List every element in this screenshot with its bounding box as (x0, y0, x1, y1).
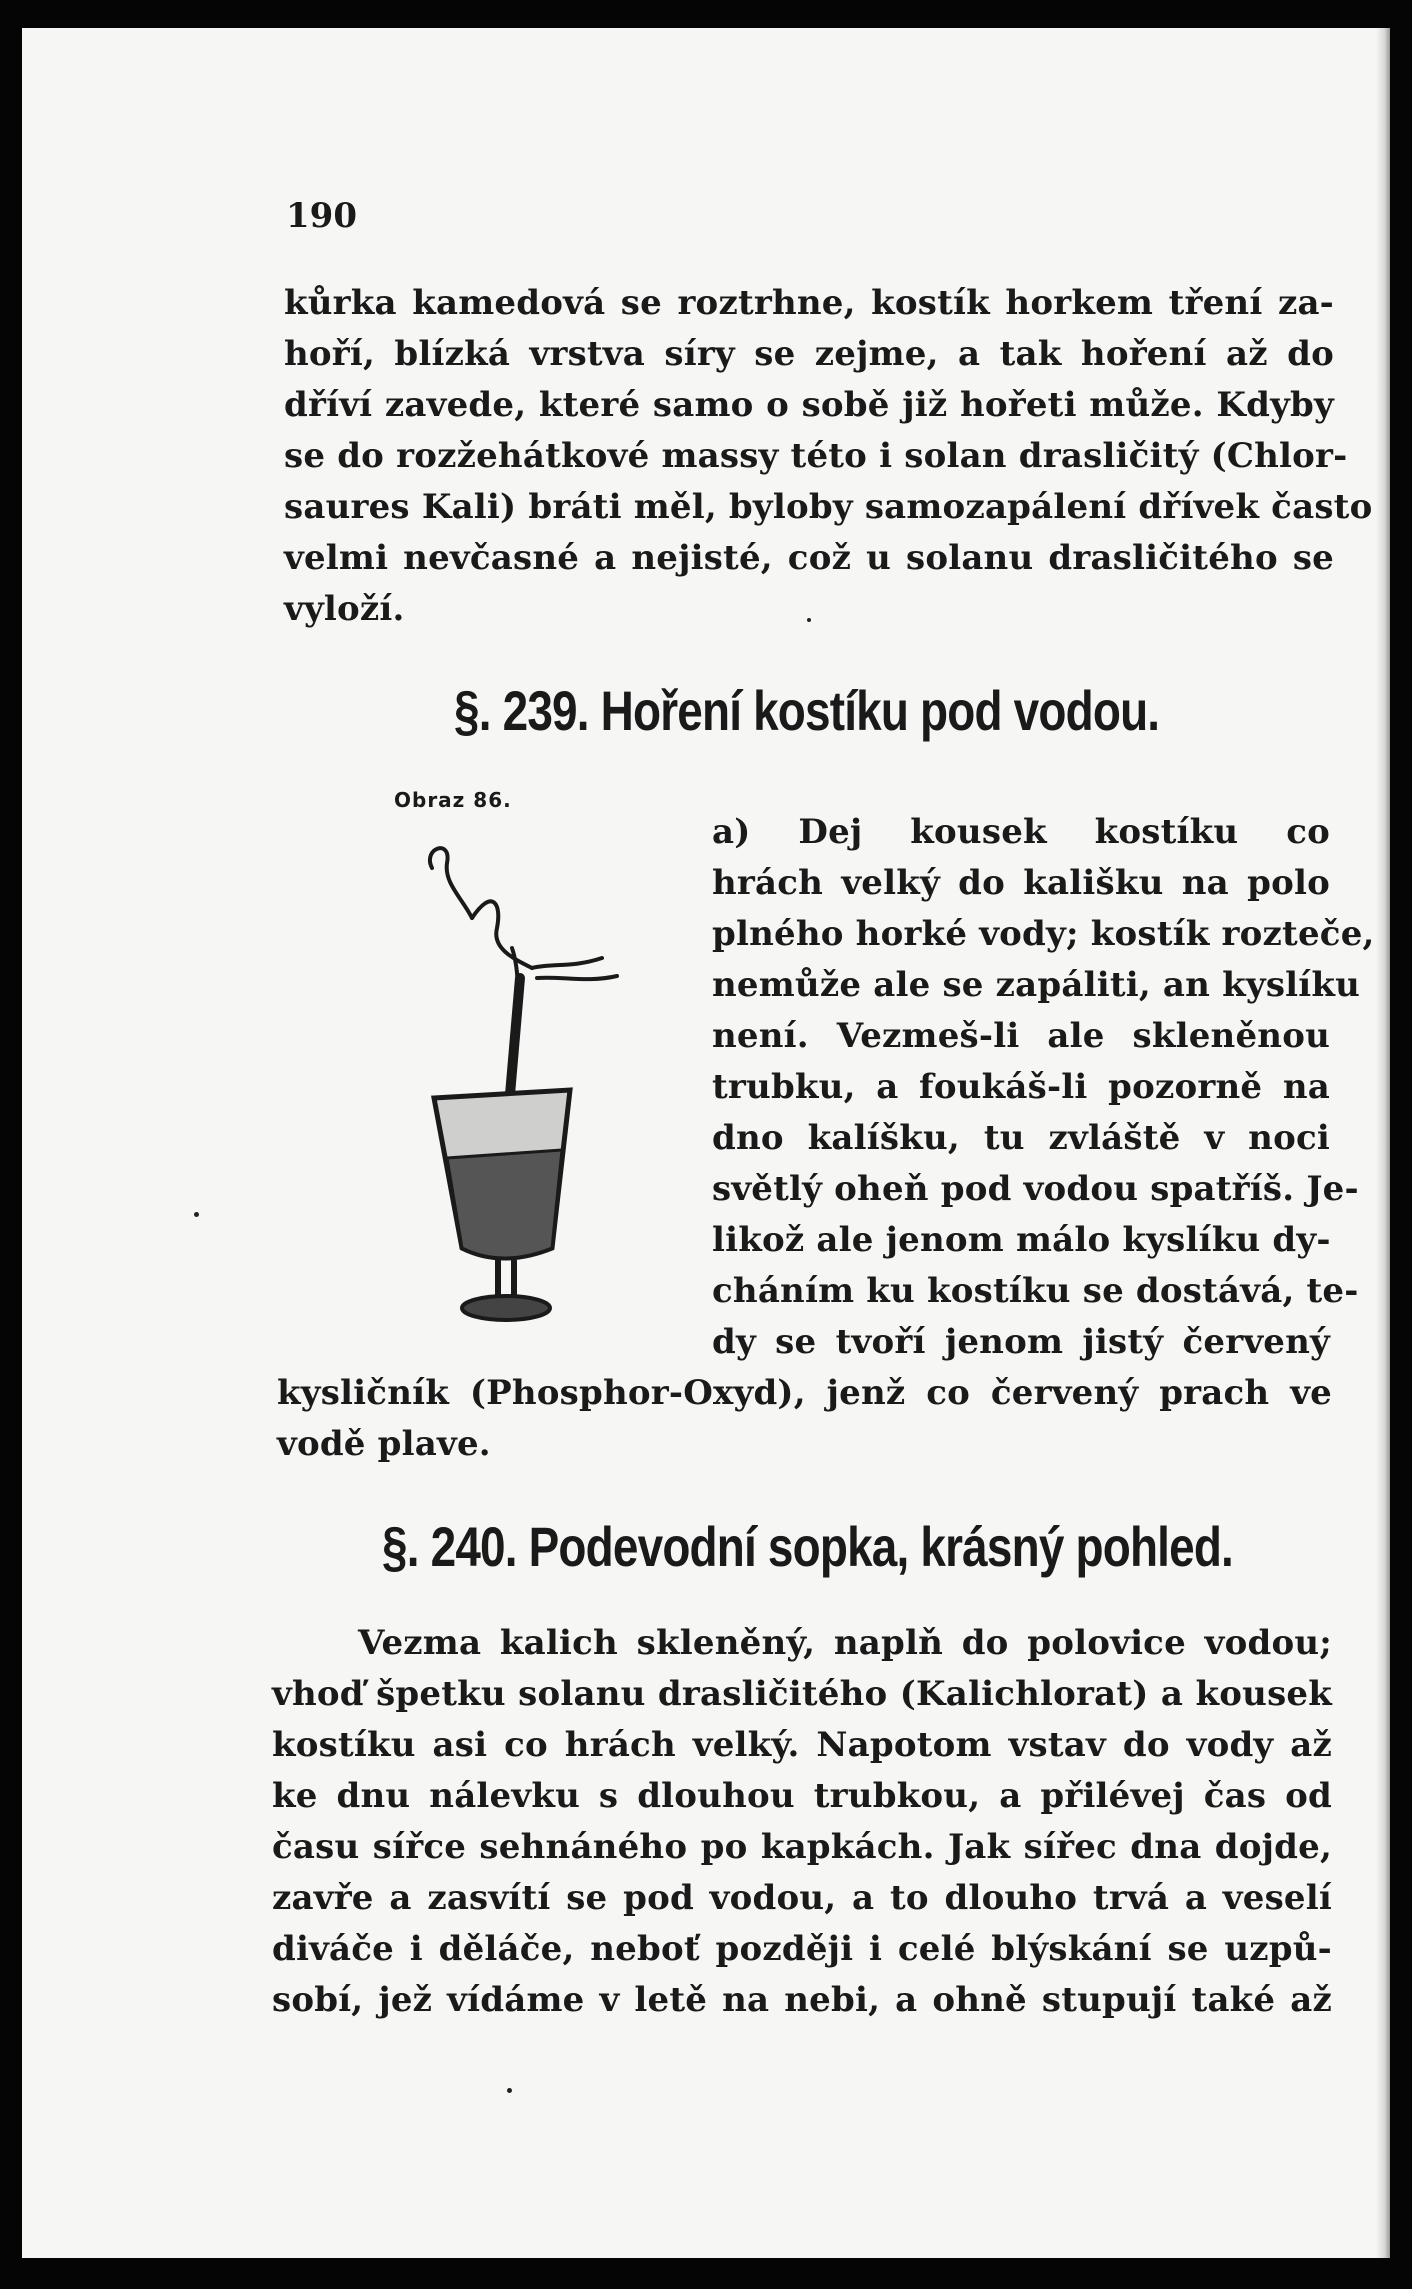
text-line: kůrka kamedová se roztrhne, kostík horkem tření za- (284, 283, 1334, 323)
text-line: velmi nevčasné a nejisté, což u solanu drasličitého se (284, 538, 1334, 578)
text-line: Vezma kalich skleněný, naplň do polovice vodou; (358, 1623, 1332, 1663)
text-line: dy se tvoří jenom jistý červený (712, 1322, 1330, 1362)
book-page (22, 28, 1390, 2258)
scan-speck (507, 2088, 512, 2093)
text-line: nemůže ale se zapáliti, an kyslíku (712, 965, 1361, 1005)
text-line: zavře a zasvítí se pod vodou, a to dlouho trvá a veselí (272, 1878, 1332, 1918)
scan-speck (194, 1212, 199, 1217)
figure-caption: Obraz 86. (394, 788, 512, 812)
text-line: ke dnu nálevku s dlouhou trubkou, a přilévej čas od (272, 1776, 1332, 1816)
text-line: saures Kali) bráti měl, byloby samozapálení dřívek často (284, 487, 1373, 527)
text-line: likož ale jenom málo kyslíku dy- (712, 1220, 1331, 1260)
text-line: vodě plave. (277, 1424, 491, 1464)
text-line: vhoď špetku solanu drasličitého (Kalichlorat) a kousek (272, 1674, 1332, 1714)
text-line: dno kalíšku, tu zvláště v noci (712, 1118, 1330, 1158)
text-line: sobí, jež vídáme v letě na nebi, a ohně stupují také až (272, 1980, 1332, 2020)
text-line: diváče i děláče, neboť později i celé blýskání se uzpů- (272, 1929, 1332, 1969)
text-line: času sířce sehnáného po kapkách. Jak sířec dna dojde, (272, 1827, 1332, 1867)
text-line: a) Dej kousek kostíku co (712, 812, 1330, 852)
goblet-icon (434, 1090, 570, 1320)
text-line: není. Vezmeš-li ale skleněnou (712, 1016, 1330, 1056)
section-heading-240: §. 240. Podevodní sopka, krásný pohled. (382, 1515, 1233, 1578)
text-line: plného horké vody; kostík rozteče, (712, 914, 1375, 954)
flame-icon (430, 848, 472, 918)
text-line: kysličník (Phosphor-Oxyd), jenž co červený prach ve (277, 1373, 1332, 1413)
text-line: kostíku asi co hrách velký. Napotom vstav do vody až (272, 1725, 1332, 1765)
page-number: 190 (286, 196, 357, 236)
text-line: vyloží. (284, 589, 405, 629)
text-line: dříví zavede, které samo o sobě již hořeti může. Kdyby (284, 385, 1334, 425)
scan-speck (807, 618, 811, 622)
glass-illustration (402, 828, 632, 1348)
text-line: se do rozžehátkové massy této i solan drasličitý (Chlor- (284, 436, 1348, 476)
page-fold-shadow (1376, 28, 1390, 2258)
text-line: světlý oheň pod vodou spatříš. Je- (712, 1169, 1359, 1209)
text-line: hrách velký do kališku na polo (712, 863, 1330, 903)
section-heading-239: §. 239. Hoření kostíku pod vodou. (454, 679, 1160, 742)
text-line: hoří, blízká vrstva síry se zejme, a tak hoření až do (284, 334, 1334, 374)
text-line: cháním ku kostíku se dostává, te- (712, 1271, 1359, 1311)
text-line: trubku, a foukáš-li pozorně na (712, 1067, 1330, 1107)
